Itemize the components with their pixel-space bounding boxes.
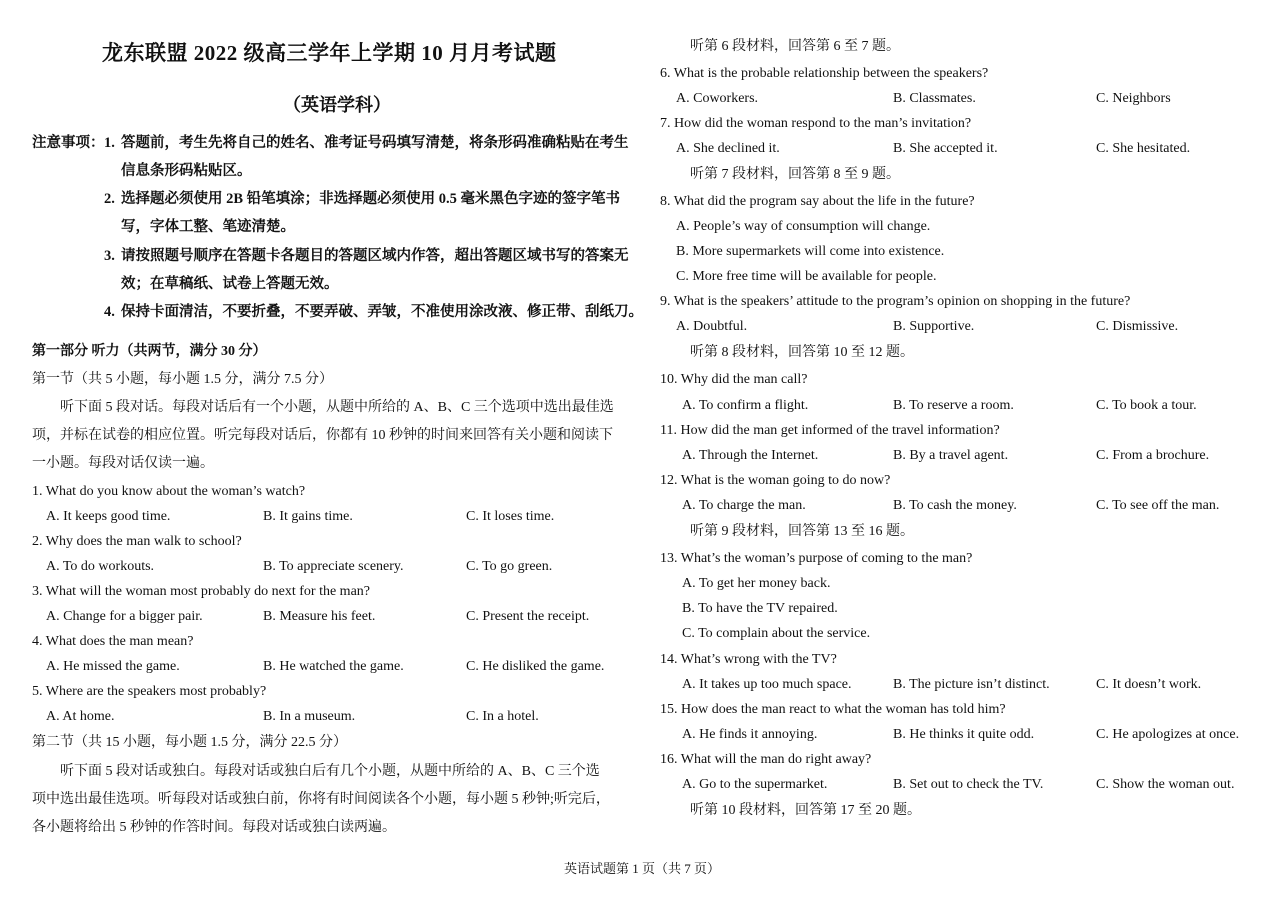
option-c: C. Dismissive. [1096,319,1179,334]
option-a: A. It takes up too much space. [682,677,852,692]
notice-item-line: 保持卡面清洁，不要折叠，不要弄破、弄皱，不准使用涂改液、修正带、刮纸刀。 [121,304,643,320]
option-b: B. To appreciate scenery. [263,559,404,574]
option-b: B. More supermarkets will come into existence. [676,244,945,259]
option-b: B. By a travel agent. [893,448,1009,463]
option-c: C. He disliked the game. [466,659,605,674]
notice-item-num: 4. [104,304,115,320]
question-stem: 3. What will the woman most probably do next for the man? [32,584,371,599]
instruction-line: 项，并标在试卷的相应位置。听完每段对话后，你都有 10 秒钟的时间来回答有关小题和阅读下 [32,428,613,443]
instruction-line: 听下面 5 段对话。每段对话后有一个小题，从题中所给的 A、B、C 三个选项中选出最佳选 [60,400,614,415]
section-heading: 第二节（共 15 小题，每小题 1.5 分，满分 22.5 分） [32,735,347,750]
option-c: C. From a brochure. [1096,448,1210,463]
question-stem: 16. What will the man do right away? [660,752,872,767]
section-heading: 第一节（共 5 小题，每小题 1.5 分，满分 7.5 分） [32,372,333,387]
notice-item-line: 信息条形码粘贴区。 [121,163,252,179]
notice-item-line: 请按照题号顺序在答题卡各题目的答题区域内作答，超出答题区域书写的答案无 [121,248,629,264]
option-c: C. She hesitated. [1096,141,1191,156]
question-stem: 4. What does the man mean? [32,634,194,649]
option-a: A. To charge the man. [682,498,806,513]
instruction-line: 项中选出最佳选项。听每段对话或独白前，你将有时间阅读各个小题，每小题 5 秒钟;听完后， [32,792,610,807]
option-b: B. It gains time. [263,509,353,524]
instruction-line: 一小题。每段对话仅读一遍。 [32,456,214,471]
notice-item-line: 答题前，考生先将自己的姓名、准考证号码填写清楚，将条形码准确粘贴在考生 [121,135,629,151]
option-b: B. To have the TV repaired. [682,601,838,616]
instruction-line: 听下面 5 段对话或独白。每段对话或独白后有几个小题，从题中所给的 A、B、C 三个选 [60,764,600,779]
option-c: C. To complain about the service. [682,626,871,641]
option-c: C. It doesn’t work. [1096,677,1202,692]
notice-label: 注意事项： [32,135,105,151]
part-heading: 第一部分 听力（共两节，满分 30 分） [32,344,267,359]
option-a: A. Doubtful. [676,319,748,334]
material-heading: 听第 9 段材料，回答第 13 至 16 题。 [690,524,914,539]
question-stem: 5. Where are the speakers most probably? [32,684,267,699]
option-b: B. To reserve a room. [893,398,1014,413]
option-a: A. He missed the game. [46,659,180,674]
question-stem: 11. How did the man get informed of the travel information? [660,423,1000,438]
question-stem: 14. What’s wrong with the TV? [660,652,837,667]
option-a: A. People’s way of consumption will change. [676,219,931,234]
option-a: A. He finds it annoying. [682,727,818,742]
question-stem: 6. What is the probable relationship between the speakers? [660,66,989,81]
notice-item-num: 2. [104,191,115,207]
option-c: C. More free time will be available for people. [676,269,937,284]
option-a: A. Change for a bigger pair. [46,609,203,624]
option-a: A. To confirm a flight. [682,398,809,413]
option-b: B. In a museum. [263,709,356,724]
page-footer: 英语试题第 1 页（共 7 页） [563,861,720,876]
option-a: A. She declined it. [676,141,780,156]
notice-item-num: 3. [104,248,115,264]
material-heading: 听第 7 段材料，回答第 8 至 9 题。 [690,167,900,182]
question-stem: 7. How did the woman respond to the man’s invitation? [660,116,972,131]
notice-item-line: 写，字体工整、笔迹清楚。 [121,219,295,235]
option-c: C. Show the woman out. [1096,777,1235,792]
question-stem: 12. What is the woman going to do now? [660,473,891,488]
option-c: C. To go green. [466,559,553,574]
notice-item-num: 1. [104,135,115,151]
option-b: B. Classmates. [893,91,976,106]
option-a: A. To do workouts. [46,559,155,574]
question-stem: 1. What do you know about the woman’s watch? [32,484,306,499]
option-a: A. Through the Internet. [682,448,819,463]
option-c: C. To see off the man. [1096,498,1220,513]
material-heading: 听第 10 段材料，回答第 17 至 20 题。 [690,803,921,818]
question-stem: 2. Why does the man walk to school? [32,534,242,549]
option-c: C. Neighbors [1096,91,1171,106]
option-c: C. Present the receipt. [466,609,590,624]
option-c: C. To book a tour. [1096,398,1197,413]
option-b: B. She accepted it. [893,141,998,156]
option-b: B. The picture isn’t distinct. [893,677,1050,692]
option-b: B. To cash the money. [893,498,1017,513]
option-b: B. He thinks it quite odd. [893,727,1035,742]
question-stem: 8. What did the program say about the life in the future? [660,194,975,209]
option-a: A. It keeps good time. [46,509,171,524]
question-stem: 15. How does the man react to what the woman has told him? [660,702,1006,717]
option-a: A. To get her money back. [682,576,831,591]
option-a: A. Coworkers. [676,91,759,106]
option-b: B. He watched the game. [263,659,404,674]
option-b: B. Supportive. [893,319,975,334]
question-stem: 9. What is the speakers’ attitude to the program’s opinion on shopping in the future? [660,294,1131,309]
question-stem: 13. What’s the woman’s purpose of coming to the man? [660,551,973,566]
option-c: C. In a hotel. [466,709,539,724]
option-c: C. He apologizes at once. [1096,727,1240,742]
question-stem: 10. Why did the man call? [660,372,808,387]
instruction-line: 各小题将给出 5 秒钟的作答时间。每段对话或独白读两遍。 [32,820,396,835]
option-a: A. Go to the supermarket. [682,777,828,792]
option-c: C. It loses time. [466,509,555,524]
material-heading: 听第 8 段材料，回答第 10 至 12 题。 [690,345,914,360]
notice-item-line: 选择题必须使用 2B 铅笔填涂；非选择题必须使用 0.5 毫米黑色字迹的签字笔书 [121,191,621,207]
page-title: 龙东联盟 2022 级高三学年上学期 10 月月考试题 [102,41,557,65]
option-a: A. At home. [46,709,115,724]
material-heading: 听第 6 段材料，回答第 6 至 7 题。 [690,39,900,54]
notice-item-line: 效；在草稿纸、试卷上答题无效。 [121,276,339,292]
page-subtitle: （英语学科） [283,95,391,115]
option-b: B. Measure his feet. [263,609,376,624]
option-b: B. Set out to check the TV. [893,777,1044,792]
